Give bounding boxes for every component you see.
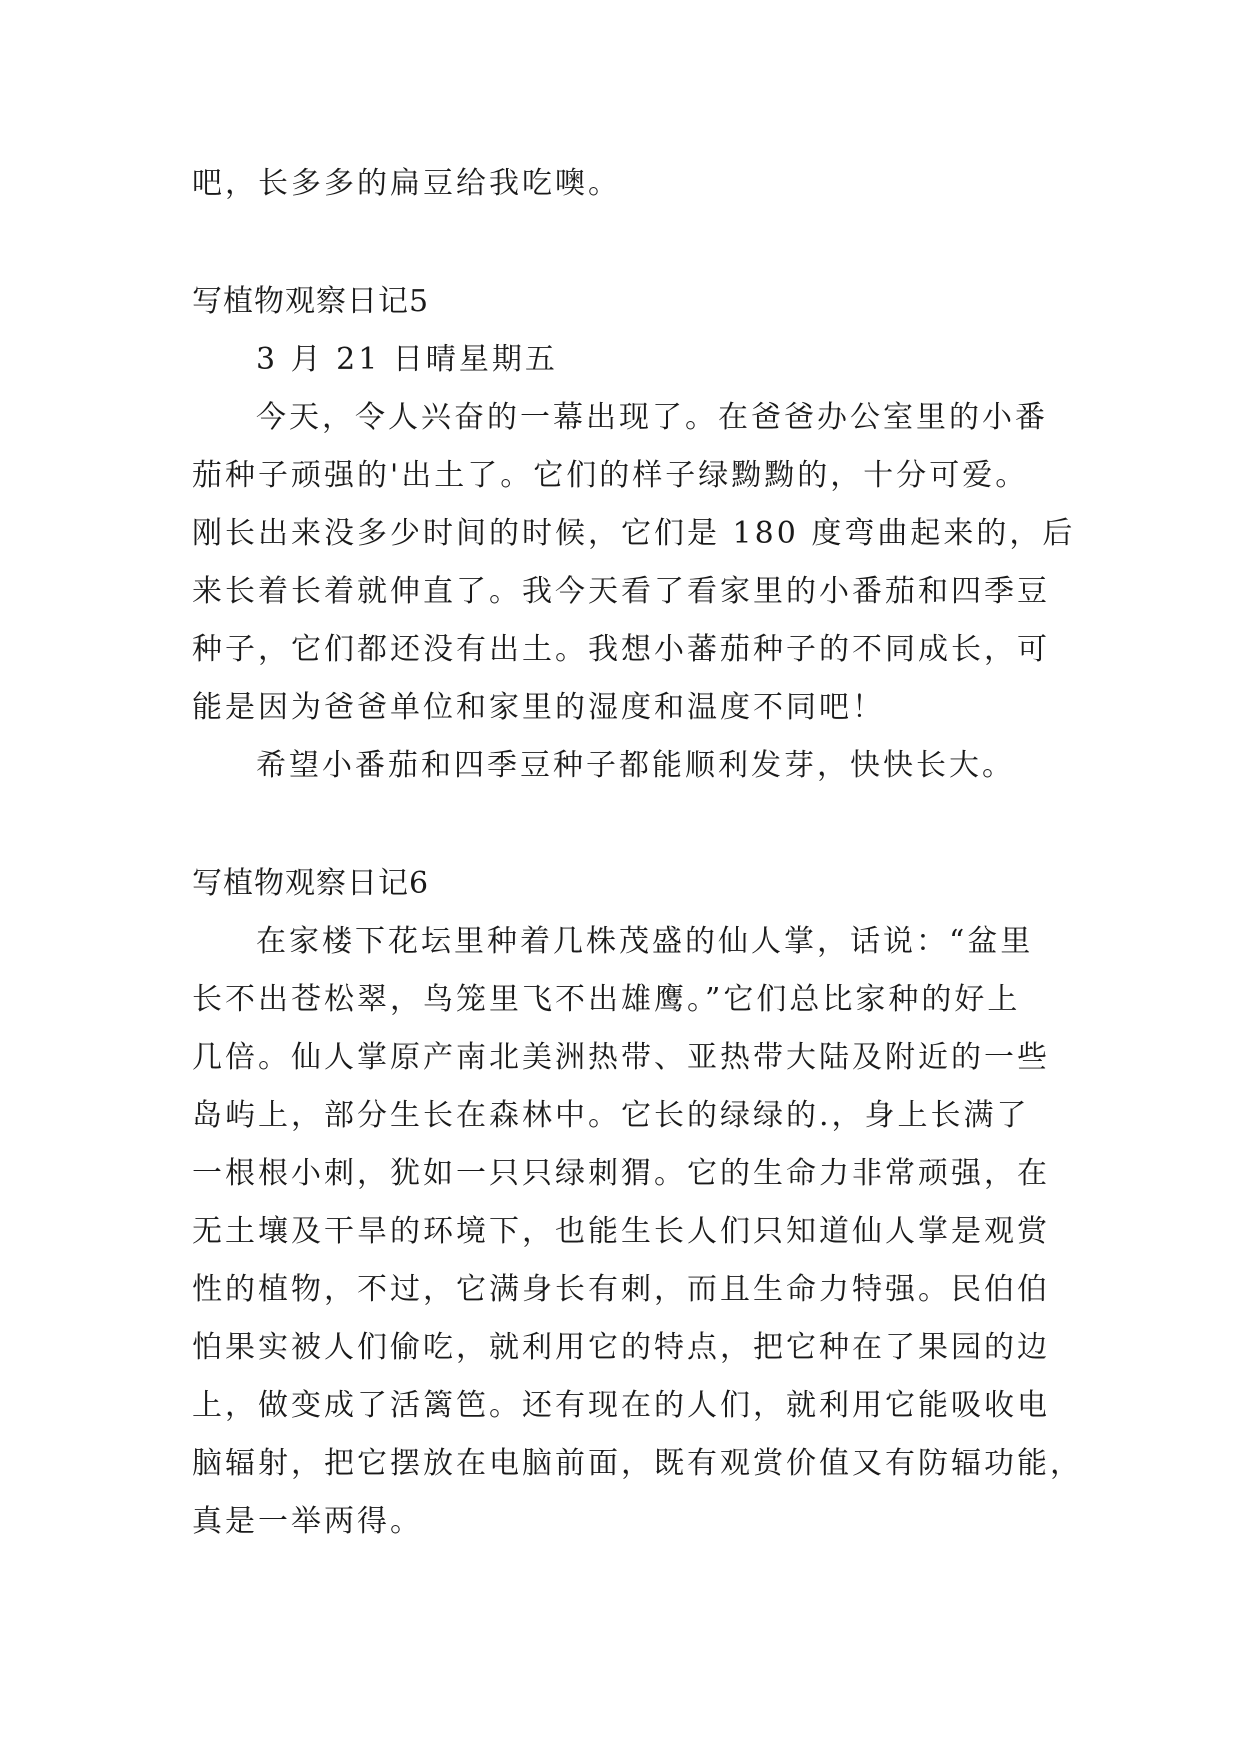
entry-6-paragraph-line: 无土壤及干旱的环境下，也能生长人们只知道仙人掌是观赏 xyxy=(192,1214,1050,1249)
entry-6-paragraph-line: 一根根小刺，犹如一只只绿刺猬。它的生命力非常顽强，在 xyxy=(192,1156,1050,1191)
entry-5-paragraph-line: 今天，令人兴奋的一幕出现了。在爸爸办公室里的小番 xyxy=(256,400,1048,435)
continuation-text: 吧，长多多的扁豆给我吃噢。 xyxy=(192,166,621,201)
entry-5-title: 写植物观察日记5 xyxy=(192,284,430,319)
entry-6-paragraph-line: 几倍。仙人掌原产南北美洲热带、亚热带大陆及附近的一些 xyxy=(192,1040,1050,1075)
entry-6-paragraph-line: 性的植物，不过，它满身长有刺，而且生命力特强。民伯伯 xyxy=(192,1272,1050,1307)
entry-5-paragraph-line: 种子，它们都还没有出土。我想小蕃茄种子的不同成长，可 xyxy=(192,632,1050,667)
entry-5-date: 3 月 21 日晴星期五 xyxy=(256,342,558,377)
entry-6-paragraph-line: 怕果实被人们偷吃，就利用它的特点，把它种在了果园的边 xyxy=(192,1330,1050,1365)
entry-5-paragraph-line: 刚长出来没多少时间的时候，它们是 180 度弯曲起来的，后 xyxy=(192,516,1076,551)
entry-5-paragraph-line: 能是因为爸爸单位和家里的湿度和温度不同吧！ xyxy=(192,690,885,725)
entry-6-paragraph-line: 在家楼下花坛里种着几株茂盛的仙人掌，话说：“盆里 xyxy=(256,924,1034,959)
entry-6-paragraph-line: 脑辐射，把它摆放在电脑前面，既有观赏价值又有防辐功能， xyxy=(192,1446,1083,1481)
entry-5-closing-line: 希望小番茄和四季豆种子都能顺利发芽，快快长大。 xyxy=(256,748,1015,783)
entry-5-paragraph-line: 来长着长着就伸直了。我今天看了看家里的小番茄和四季豆 xyxy=(192,574,1050,609)
entry-6-paragraph-line: 真是一举两得。 xyxy=(192,1504,423,1539)
entry-6-paragraph-line: 上，做变成了活篱笆。还有现在的人们，就利用它能吸收电 xyxy=(192,1388,1050,1423)
entry-6-paragraph-line: 岛屿上，部分生长在森林中。它长的绿绿的.，身上长满了 xyxy=(192,1098,1030,1133)
entry-6-title: 写植物观察日记6 xyxy=(192,866,430,901)
entry-6-paragraph-line: 长不出苍松翠，鸟笼里飞不出雄鹰。”它们总比家种的好上 xyxy=(192,982,1021,1017)
entry-5-paragraph-line: 茄种子顽强的'出土了。它们的样子绿黝黝的，十分可爱。 xyxy=(192,458,1029,493)
